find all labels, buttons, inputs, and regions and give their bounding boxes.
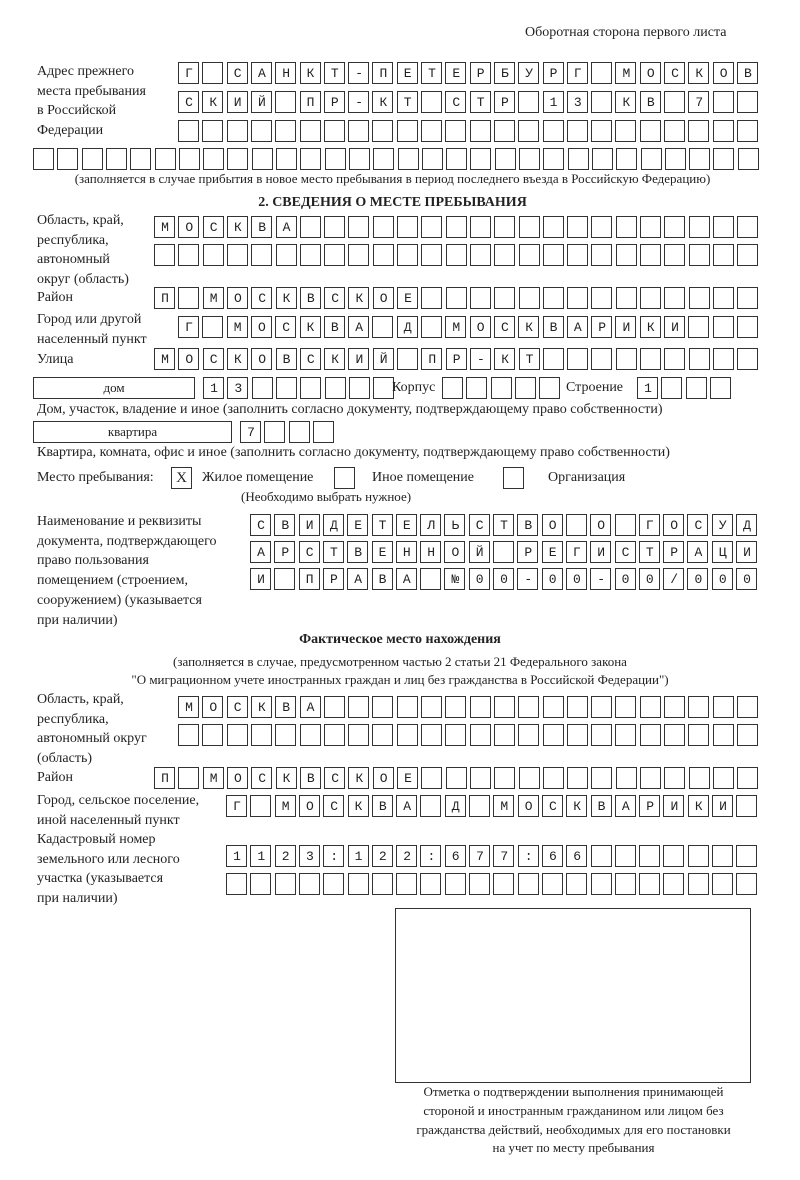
label-line: Область, край, — [37, 692, 124, 707]
char-cell[interactable] — [348, 724, 369, 746]
label-line: при наличии) — [37, 612, 118, 628]
char-cell[interactable] — [689, 767, 710, 789]
char-cell[interactable] — [519, 244, 540, 266]
char-cell[interactable] — [493, 873, 514, 895]
cell-row-text — [178, 122, 185, 142]
char-cell[interactable] — [737, 120, 758, 142]
char-cell[interactable] — [325, 377, 346, 399]
caption-line: стороной и иностранным гражданином или лицом без — [423, 1102, 724, 1118]
char-cell[interactable] — [446, 216, 467, 238]
char-cell[interactable] — [227, 120, 248, 142]
char-cell[interactable] — [543, 696, 564, 718]
char-cell[interactable] — [203, 148, 224, 170]
char-cell[interactable] — [421, 696, 442, 718]
char-cell[interactable] — [616, 148, 637, 170]
char-cell[interactable] — [373, 244, 394, 266]
label-line: республика, — [37, 232, 109, 248]
char-cell[interactable] — [422, 148, 443, 170]
char-cell[interactable] — [567, 120, 588, 142]
char-cell[interactable] — [713, 316, 734, 338]
char-cell[interactable] — [664, 216, 685, 238]
cell-row-text: Г МОСКВА Д МОСКВАРИКИ — [185, 319, 696, 335]
char-cell[interactable] — [664, 244, 685, 266]
char-cell[interactable] — [518, 724, 539, 746]
char-cell[interactable] — [494, 767, 515, 789]
char-cell[interactable] — [592, 148, 613, 170]
char-cell[interactable] — [324, 244, 345, 266]
char-cell[interactable] — [398, 148, 419, 170]
char-cell[interactable] — [712, 873, 733, 895]
char-cell[interactable] — [640, 348, 661, 370]
label-line: сооружением) (указывается — [37, 592, 202, 608]
char-cell[interactable] — [591, 724, 612, 746]
label-line: автономный округ — [37, 731, 147, 747]
char-cell[interactable] — [518, 120, 539, 142]
char-cell[interactable] — [568, 148, 589, 170]
char-cell[interactable] — [688, 120, 709, 142]
structure-label: Строение — [566, 380, 624, 395]
char-cell[interactable] — [397, 244, 418, 266]
cell-row-text: П МОСКВСКОЕ — [161, 770, 429, 786]
char-cell[interactable] — [519, 148, 540, 170]
char-cell[interactable] — [737, 244, 758, 266]
char-cell[interactable] — [543, 120, 564, 142]
char-cell[interactable] — [639, 873, 660, 895]
stay-option-organization-checkbox[interactable] — [503, 467, 524, 489]
char-cell[interactable] — [615, 873, 636, 895]
cell-row-text: 7 — [247, 424, 272, 440]
char-cell[interactable] — [373, 148, 394, 170]
char-cell[interactable] — [324, 724, 345, 746]
cell-row-text: Г МОСКВА Д МОСКВАРИКИ — [233, 798, 744, 814]
char-cell[interactable] — [664, 287, 685, 309]
char-cell[interactable] — [251, 724, 272, 746]
char-cell[interactable] — [276, 244, 297, 266]
char-cell[interactable] — [446, 767, 467, 789]
char-cell[interactable] — [567, 244, 588, 266]
char-cell[interactable] — [616, 216, 637, 238]
cell-row-text: 13 — [210, 380, 259, 396]
label-line: Кадастровый номер — [37, 832, 156, 847]
char-cell[interactable] — [640, 287, 661, 309]
char-cell[interactable] — [640, 724, 661, 746]
cell-row-text — [226, 875, 233, 895]
char-cell[interactable] — [689, 244, 710, 266]
char-cell[interactable] — [664, 767, 685, 789]
char-cell[interactable] — [663, 845, 684, 867]
char-cell[interactable] — [446, 148, 467, 170]
char-cell[interactable] — [664, 348, 685, 370]
char-cell[interactable] — [737, 724, 758, 746]
char-cell[interactable] — [616, 287, 637, 309]
char-cell[interactable] — [130, 148, 151, 170]
char-cell[interactable] — [373, 216, 394, 238]
char-cell[interactable] — [567, 767, 588, 789]
char-cell[interactable] — [518, 696, 539, 718]
label-line: участка (указывается — [37, 871, 164, 887]
char-cell[interactable] — [470, 244, 491, 266]
char-cell[interactable] — [543, 244, 564, 266]
cadastral-number-text: 1123:122:677:66 — [233, 848, 598, 864]
char-cell[interactable] — [688, 696, 709, 718]
char-cell[interactable] — [470, 216, 491, 238]
char-cell[interactable] — [640, 696, 661, 718]
char-cell[interactable] — [616, 767, 637, 789]
char-cell[interactable] — [470, 724, 491, 746]
char-cell[interactable] — [494, 216, 515, 238]
char-cell[interactable] — [591, 244, 612, 266]
char-cell[interactable] — [689, 348, 710, 370]
char-cell[interactable] — [227, 148, 248, 170]
char-cell[interactable] — [591, 348, 612, 370]
char-cell[interactable] — [518, 873, 539, 895]
char-cell[interactable] — [313, 421, 334, 443]
char-cell[interactable] — [736, 873, 757, 895]
char-cell[interactable] — [446, 287, 467, 309]
char-cell[interactable] — [372, 873, 393, 895]
char-cell[interactable] — [300, 377, 321, 399]
char-cell[interactable] — [543, 287, 564, 309]
label-line: места пребывания — [37, 83, 146, 99]
char-cell[interactable] — [396, 873, 417, 895]
char-cell[interactable] — [300, 148, 321, 170]
char-cell[interactable] — [276, 148, 297, 170]
char-cell[interactable] — [445, 696, 466, 718]
page-side-note: Оборотная сторона первого листа — [525, 25, 727, 40]
label-line: Адрес прежнего — [37, 64, 134, 79]
char-cell[interactable] — [591, 696, 612, 718]
char-cell[interactable] — [542, 873, 563, 895]
cell-row-text: 1 — [644, 380, 669, 396]
actual-region-label — [37, 690, 147, 769]
label-line: земельного или лесного — [37, 851, 180, 867]
char-cell[interactable] — [470, 287, 491, 309]
char-cell[interactable] — [665, 148, 686, 170]
char-cell[interactable] — [275, 873, 296, 895]
label-line: республика, — [37, 711, 109, 727]
stay-option-residential-checkbox[interactable]: X — [171, 467, 192, 489]
char-cell[interactable] — [299, 873, 320, 895]
stay-place-label: Место пребывания: — [37, 470, 154, 485]
char-cell[interactable] — [640, 120, 661, 142]
char-cell[interactable] — [567, 696, 588, 718]
cell-row-text: Г САНКТ-ПЕТЕРБУРГ МОСКОВ — [185, 65, 769, 81]
char-cell[interactable] — [421, 244, 442, 266]
char-cell[interactable] — [289, 421, 310, 443]
label-line: населенный пункт — [37, 331, 147, 347]
char-cell[interactable] — [470, 767, 491, 789]
char-cell[interactable] — [713, 696, 734, 718]
char-cell[interactable] — [494, 244, 515, 266]
stay-option-other-label: Иное помещение — [372, 470, 474, 485]
char-cell[interactable] — [348, 216, 369, 238]
apartment-type-field[interactable]: квартира — [33, 421, 232, 443]
section-2-title: 2. СВЕДЕНИЯ О МЕСТЕ ПРЕБЫВАНИЯ — [258, 195, 527, 210]
house-type-field[interactable]: дом — [33, 377, 195, 399]
char-cell[interactable] — [686, 377, 707, 399]
char-cell[interactable] — [300, 120, 321, 142]
char-cell[interactable] — [421, 216, 442, 238]
char-cell[interactable] — [664, 724, 685, 746]
char-cell[interactable] — [372, 696, 393, 718]
label-line: иной населенный пункт — [37, 812, 180, 828]
char-cell[interactable] — [275, 120, 296, 142]
building-label: Корпус — [392, 380, 436, 395]
char-cell[interactable] — [494, 120, 515, 142]
char-cell[interactable] — [737, 287, 758, 309]
char-cell[interactable] — [445, 873, 466, 895]
caption-line: на учет по месту пребывания — [492, 1140, 655, 1156]
char-cell[interactable] — [397, 724, 418, 746]
char-cell[interactable] — [446, 244, 467, 266]
char-cell[interactable] — [515, 377, 536, 399]
char-cell[interactable] — [397, 120, 418, 142]
char-cell[interactable] — [713, 120, 734, 142]
char-cell[interactable] — [689, 287, 710, 309]
char-cell[interactable] — [227, 244, 248, 266]
char-cell[interactable] — [713, 148, 734, 170]
cell-row-text: МОСКВА — [161, 219, 307, 235]
char-cell[interactable] — [202, 120, 223, 142]
char-cell[interactable] — [567, 348, 588, 370]
char-cell[interactable] — [519, 767, 540, 789]
cell-row-text: МОСКВА — [185, 699, 331, 715]
char-cell[interactable] — [737, 316, 758, 338]
cell-row-text — [33, 150, 40, 170]
cell-row-text: СВИДЕТЕЛЬСТВО О ГОСУД — [257, 517, 768, 533]
previous-address-label — [37, 62, 146, 141]
char-cell[interactable] — [445, 724, 466, 746]
char-cell[interactable] — [106, 148, 127, 170]
char-cell[interactable] — [519, 287, 540, 309]
char-cell[interactable] — [348, 873, 369, 895]
char-cell[interactable] — [738, 148, 759, 170]
region-label — [37, 211, 129, 290]
char-cell[interactable] — [713, 724, 734, 746]
char-cell[interactable] — [567, 724, 588, 746]
char-cell[interactable] — [640, 216, 661, 238]
char-cell[interactable] — [348, 120, 369, 142]
cell-row-text — [154, 246, 161, 266]
label-line: право пользования — [37, 553, 149, 569]
subtitle-line: "О миграционном учете иностранных граждан и лиц без гражданства в Российской Федерации") — [131, 672, 669, 687]
char-cell[interactable] — [737, 348, 758, 370]
char-cell[interactable] — [252, 148, 273, 170]
char-cell[interactable] — [640, 767, 661, 789]
char-cell[interactable] — [349, 377, 370, 399]
char-cell[interactable] — [640, 244, 661, 266]
subtitle-line: (заполняется в случае, предусмотренном частью 2 статьи 21 Федерального закона — [173, 654, 627, 669]
char-cell[interactable] — [324, 120, 345, 142]
char-cell[interactable] — [663, 873, 684, 895]
char-cell[interactable] — [688, 845, 709, 867]
char-cell[interactable] — [710, 377, 731, 399]
confirmation-caption — [395, 1083, 752, 1158]
char-cell[interactable] — [469, 873, 490, 895]
stay-option-other-checkbox[interactable] — [334, 467, 355, 489]
char-cell[interactable] — [737, 91, 758, 113]
char-cell[interactable] — [591, 287, 612, 309]
document-label — [37, 512, 217, 630]
char-cell[interactable] — [639, 845, 660, 867]
char-cell[interactable] — [494, 287, 515, 309]
cell-row-text: СКИЙ ПР-КТ СТР 13 КВ 7 — [185, 94, 720, 110]
label-line: помещением (строением, — [37, 573, 188, 589]
char-cell[interactable] — [737, 767, 758, 789]
actual-city-label — [37, 791, 199, 830]
cell-row-text: И ПРАВА №00-00-00/000 — [257, 571, 768, 587]
char-cell[interactable] — [57, 148, 78, 170]
cell-row-text: АРСТВЕННОЙ РЕГИСТРАЦИ — [257, 544, 768, 560]
char-cell[interactable] — [421, 724, 442, 746]
char-cell[interactable] — [567, 216, 588, 238]
cadastral-label — [37, 830, 180, 909]
char-cell[interactable] — [203, 244, 224, 266]
char-cell[interactable] — [519, 216, 540, 238]
label-line: Область, край, — [37, 213, 124, 228]
cell-row-text: П МОСКВСКОЕ — [161, 290, 429, 306]
char-cell[interactable] — [495, 148, 516, 170]
char-cell[interactable] — [664, 120, 685, 142]
cell-row-text — [178, 726, 185, 746]
char-cell[interactable] — [591, 873, 612, 895]
char-cell[interactable] — [349, 148, 370, 170]
city-label — [37, 310, 147, 349]
char-cell[interactable] — [689, 148, 710, 170]
label-line: автономный — [37, 252, 110, 268]
char-cell[interactable] — [179, 148, 200, 170]
label-line: округ (область) — [37, 272, 129, 288]
label-line: Наименование и реквизиты — [37, 514, 202, 529]
char-cell[interactable] — [664, 696, 685, 718]
label-line: (область) — [37, 751, 93, 767]
char-cell[interactable] — [276, 377, 297, 399]
char-cell[interactable] — [397, 696, 418, 718]
char-cell[interactable] — [713, 244, 734, 266]
label-line: документа, подтверждающего — [37, 533, 217, 549]
char-cell[interactable] — [445, 120, 466, 142]
char-cell[interactable] — [251, 244, 272, 266]
street-label: Улица — [37, 352, 74, 367]
char-cell[interactable] — [543, 724, 564, 746]
caption-line: гражданства действий, необходимых для его постановки — [416, 1121, 731, 1137]
char-cell[interactable] — [616, 244, 637, 266]
char-cell[interactable] — [713, 287, 734, 309]
char-cell[interactable] — [615, 724, 636, 746]
char-cell[interactable] — [689, 216, 710, 238]
stay-hint: (Необходимо выбрать нужное) — [241, 489, 412, 504]
char-cell[interactable] — [641, 148, 662, 170]
char-cell[interactable] — [324, 216, 345, 238]
char-cell[interactable] — [421, 120, 442, 142]
char-cell[interactable] — [372, 120, 393, 142]
char-cell[interactable] — [470, 148, 491, 170]
char-cell[interactable] — [713, 216, 734, 238]
previous-address-note: (заполняется в случае прибытия в новое место пребывания в период последнего въезда в Российскую Федерацию) — [74, 171, 711, 186]
char-cell[interactable] — [713, 767, 734, 789]
char-cell[interactable] — [494, 696, 515, 718]
char-cell[interactable] — [155, 148, 176, 170]
char-cell[interactable] — [348, 696, 369, 718]
char-cell[interactable] — [373, 377, 394, 399]
label-line: Город, сельское поселение, — [37, 793, 200, 808]
actual-district-label: Район — [37, 770, 73, 785]
cell-row-text — [442, 379, 449, 399]
char-cell[interactable] — [737, 696, 758, 718]
char-cell[interactable] — [300, 244, 321, 266]
char-cell[interactable] — [420, 873, 441, 895]
char-cell[interactable] — [615, 120, 636, 142]
char-cell[interactable] — [372, 724, 393, 746]
caption-line: Отметка о подтверждении выполнения принимающей — [423, 1084, 724, 1099]
char-cell[interactable] — [543, 216, 564, 238]
char-cell[interactable] — [736, 845, 757, 867]
stay-option-residential-label: Жилое помещение — [202, 470, 314, 485]
house-note: Дом, участок, владение и иное (заполнить согласно документу, подтверждающему право собственности) — [37, 402, 663, 417]
char-cell[interactable] — [82, 148, 103, 170]
char-cell[interactable] — [543, 767, 564, 789]
char-cell[interactable] — [494, 724, 515, 746]
char-cell[interactable] — [566, 873, 587, 895]
actual-location-title: Фактическое место нахождения — [299, 632, 501, 647]
char-cell[interactable] — [567, 287, 588, 309]
apartment-note: Квартира, комната, офис и иное (заполнить согласно документу, подтверждающему право собственности) — [37, 445, 670, 460]
label-line: Город или другой — [37, 312, 142, 327]
char-cell[interactable] — [539, 377, 560, 399]
actual-location-subtitle — [0, 653, 800, 689]
stay-option-organization-label: Организация — [548, 470, 626, 485]
char-cell[interactable] — [466, 377, 487, 399]
label-line: при наличии) — [37, 891, 118, 907]
char-cell[interactable] — [470, 120, 491, 142]
char-cell[interactable] — [591, 120, 612, 142]
char-cell[interactable] — [712, 845, 733, 867]
char-cell[interactable] — [737, 216, 758, 238]
char-cell[interactable] — [543, 148, 564, 170]
char-cell[interactable] — [470, 696, 491, 718]
char-cell[interactable] — [615, 845, 636, 867]
char-cell[interactable] — [616, 348, 637, 370]
char-cell[interactable] — [227, 724, 248, 746]
char-cell[interactable] — [251, 120, 272, 142]
char-cell[interactable] — [615, 696, 636, 718]
char-cell[interactable] — [713, 348, 734, 370]
char-cell[interactable] — [300, 724, 321, 746]
char-cell[interactable] — [348, 244, 369, 266]
label-line: Федерации — [37, 123, 104, 139]
char-cell[interactable] — [178, 244, 199, 266]
char-cell[interactable] — [688, 873, 709, 895]
char-cell[interactable] — [323, 873, 344, 895]
char-cell[interactable] — [397, 216, 418, 238]
confirmation-stamp-box — [395, 908, 751, 1083]
char-cell[interactable] — [250, 873, 271, 895]
char-cell[interactable] — [325, 148, 346, 170]
char-cell[interactable] — [202, 724, 223, 746]
district-label: Район — [37, 290, 73, 305]
char-cell[interactable] — [591, 216, 612, 238]
cell-row-text: МОСКОВСКИЙ ПР-КТ — [161, 351, 550, 367]
char-cell[interactable] — [275, 724, 296, 746]
label-line: в Российской — [37, 103, 117, 119]
char-cell[interactable] — [591, 767, 612, 789]
char-cell[interactable] — [688, 724, 709, 746]
char-cell[interactable] — [491, 377, 512, 399]
